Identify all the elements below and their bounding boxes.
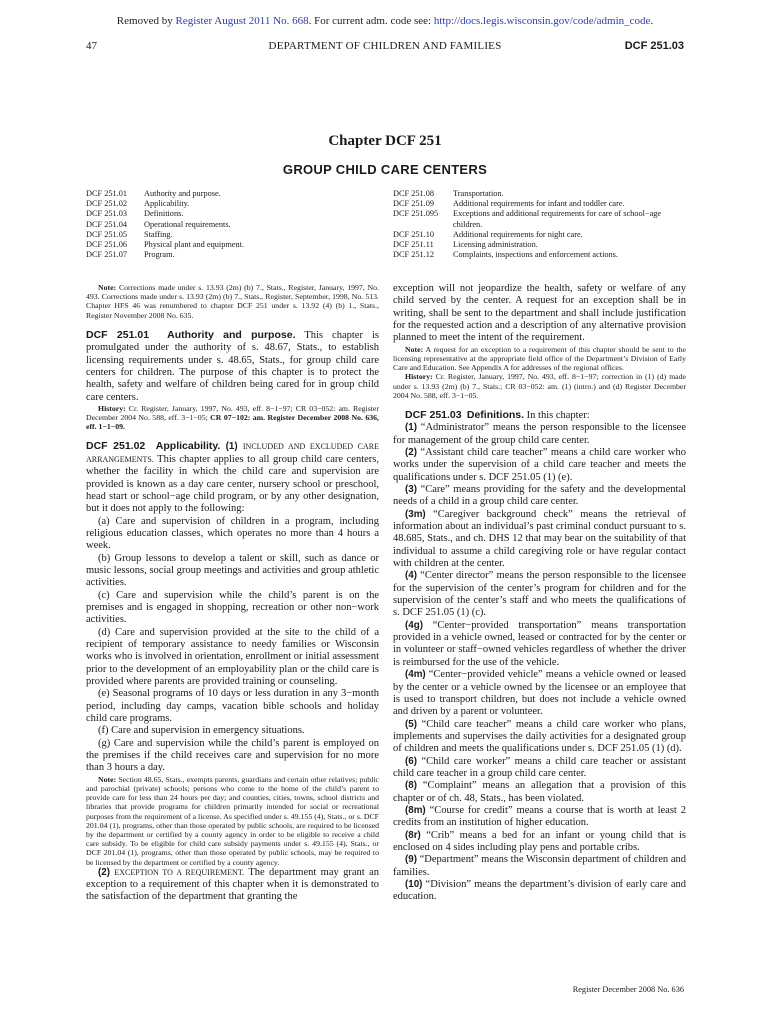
- notice-prefix: Removed by: [116, 15, 176, 27]
- definition-text: “Administrator” means the person responsible to the licensee for management of the group child care center.: [393, 422, 686, 446]
- subsection-text: The department may grant an exception to a requirement of this chapter when it is demonstrated to the satisfaction of the department that granting the: [86, 866, 379, 903]
- subsection-number: (1): [225, 441, 238, 453]
- history-text: Cr. Register, January, 1997, No. 493, eff. 8−1−97; correction in (1) (d) made under s. 13.93 (2m) (b) 7., Stats.; CR 03−052: am. (1) (intro.) and (d) Register December 2004 No. 588, eff. 3−1−05.: [393, 372, 686, 400]
- section-code: DCF 251.03: [624, 40, 684, 52]
- admin-code-link[interactable]: http://docs.legis.wisconsin.gov/code/admin_code: [433, 15, 651, 27]
- toc-title: Physical plant and equipment.: [144, 240, 245, 250]
- history-text: Cr. Register, January, 1997, No. 493, eff. 8−1−97; CR 03−052: am. Register December 2004 No. 588, eff. 3−1−05;: [86, 403, 379, 423]
- toc-title: Definitions.: [144, 209, 184, 219]
- definition: [393, 484, 686, 509]
- definition-number: (3m): [405, 508, 426, 520]
- definition-text: “Course for credit” means a course that is worth at least 2 credits from an institution of higher education.: [393, 804, 686, 829]
- paragraph-b: (b) Group lessons to develop a talent or skill, such as dance or music lessons, social group meetings and activities and group athletic activities.: [86, 552, 379, 589]
- definition-number: (8m): [405, 804, 426, 816]
- page-number: 47: [86, 40, 97, 52]
- toc-title: Program.: [144, 250, 175, 260]
- toc-number: DCF 251.06: [86, 240, 128, 250]
- definition-number: (10): [405, 879, 423, 890]
- toc-title: Operational requirements.: [144, 219, 231, 229]
- definition-number: (4): [405, 570, 417, 582]
- exception-note: [393, 345, 686, 373]
- note-label: Note:: [98, 774, 117, 784]
- toc-number: DCF 251.03: [86, 209, 128, 219]
- toc-number: DCF 251.08: [393, 189, 435, 198]
- toc-number: DCF 251.02: [86, 199, 128, 209]
- note-label: Note:: [405, 344, 424, 354]
- toc-title: Licensing administration.: [453, 240, 538, 250]
- history-note: [393, 372, 686, 400]
- definition: [393, 669, 686, 718]
- definition: [393, 570, 686, 619]
- toc-row[interactable]: [86, 220, 376, 230]
- history-note: [86, 404, 379, 432]
- paragraph-a: (a) Care and supervision of children in a program, including religious education classes, which operates no more than 4 hours a week.: [86, 515, 379, 552]
- notice-middle: . For current adm. code see:: [308, 15, 434, 27]
- toc-number: DCF 251.09: [393, 199, 435, 209]
- subsection-2: [86, 867, 379, 904]
- toc-row[interactable]: [86, 189, 376, 199]
- toc-row[interactable]: [86, 250, 376, 260]
- register-link[interactable]: Register August 2011 No. 668: [175, 15, 309, 27]
- section-text: This chapter applies to all group child care centers, whether the facility in which the child care and supervision are provided is known as a day care center, nursery school or preschool, head start or school−age child program, or by any other designation, but it does not apply to the following:: [86, 453, 379, 515]
- paragraph-c: (c) Care and supervision while the child’s parent is on the premises and is engaged in shopping, recreation or other non−work activities.: [86, 589, 379, 626]
- definition-text: “Center−provided vehicle” means a vehicle owned or leased by the center or a vehicle owned by the licensee or an employee that is used to transport children, but does not include a vehicle owned and driven by a parent or volunteer.: [393, 669, 686, 718]
- left-column: [86, 283, 379, 904]
- definition: [393, 620, 686, 669]
- removal-notice: [0, 15, 770, 27]
- department-name: DEPARTMENT OF CHILDREN AND FAMILIES: [268, 40, 502, 52]
- chapter-subtitle: GROUP CHILD CARE CENTERS: [282, 162, 488, 177]
- definition-text: “Assistant child care teacher” means a child care worker who works under the supervision of a child care teacher and meets the qualifications under s. DCF 251.05 (1) (e).: [393, 446, 686, 483]
- register-footer: Register December 2008 No. 636: [572, 985, 684, 994]
- toc-row[interactable]: [393, 189, 689, 199]
- toc-row[interactable]: [86, 199, 376, 209]
- definition-text: “Care” means providing for the safety and the developmental needs of a child in a group child care center.: [393, 484, 686, 508]
- definition: [393, 422, 686, 447]
- history-label: History:: [405, 372, 433, 382]
- definition: [393, 719, 686, 756]
- definition-text: “Caregiver background check” means the retrieval of information about an individual’s past criminal conduct pursuant to s. 48.685, Stats., and ch. DHS 12 that may bear on the suitability of that individual to assume a child caregiving role or have regular contact with children at the center.: [393, 508, 686, 570]
- toc-row[interactable]: [86, 230, 376, 240]
- definition-number: (8r): [405, 829, 421, 841]
- toc-title: Complaints, inspections and enforcement actions.: [453, 250, 618, 260]
- section-title: Authority and purpose.: [167, 328, 296, 341]
- running-head: [86, 40, 684, 56]
- section-text: In this chapter:: [524, 409, 590, 421]
- definition: [393, 805, 686, 830]
- chapter-title: Chapter DCF 251: [328, 133, 442, 149]
- definition-number: (2): [405, 446, 417, 458]
- subsection-title: EXCEPTION TO A REQUIREMENT.: [114, 867, 245, 877]
- toc-row[interactable]: [393, 230, 689, 240]
- subsection-number: (2): [98, 866, 110, 878]
- definition-number: (4g): [405, 619, 423, 631]
- note-text: Section 48.65, Stats., exempts parents, guardians and certain other relatives; public and parochial (private) schools; persons who come to the home of the child’s parent to provide care for less than 24 hours per day; and counties, cities, towns, school districts and libraries that provide programs for children primarily intended for social or recreational purposes from the requirement of a license. As specified under s. 49.155 (4), Stats., or s. DCF 201.04 (1), programs, other than those operated by public schools, are required to be licensed by the department or certified by a county agency in order to be eligible to receive a child care subsidy. To be eligible for child care subsidy payments under s. 49.155 (4), Stats., or DCF 201.04 (1), programs, other than those operated by public schools, may be required to be licensed by the department or certified by a county agency.: [86, 774, 379, 867]
- definition: [393, 854, 686, 879]
- subsection-title: INCLUDED AND EXCLUDED CARE ARRANGEMENTS.: [86, 442, 379, 464]
- toc-right: [393, 189, 689, 260]
- section-title: Definitions.: [466, 408, 525, 421]
- definition-number: (3): [405, 484, 417, 495]
- history-label: History:: [98, 403, 126, 413]
- definition-number: (9): [405, 854, 417, 866]
- toc-row[interactable]: [393, 250, 689, 260]
- toc-row[interactable]: [393, 209, 689, 229]
- section-251-03: [393, 409, 686, 422]
- exemption-note: [86, 775, 379, 867]
- definition-text: “Child care worker” means a child care teacher or assistant child care teacher in a group child care center.: [393, 755, 686, 779]
- toc-left: [86, 189, 376, 260]
- toc-number: DCF 251.10: [393, 229, 435, 239]
- toc-title: Additional requirements for infant and toddler care.: [453, 199, 625, 209]
- chapter-note: [86, 283, 379, 320]
- definition: [393, 509, 686, 571]
- paragraph-g: (g) Care and supervision while the child’s parent is employed on the premises if the child receives care and supervision for no more than 3 hours a day.: [86, 737, 379, 774]
- definition: [393, 780, 686, 805]
- definition: [393, 830, 686, 855]
- definition-text: “Department” means the Wisconsin department of children and families.: [393, 854, 686, 878]
- continued-text: exception will not jeopardize the health, safety or welfare of any child served by the center. A request for an exception shall be in writing, shall be sent to the department and shall include justification for the requested action and a description of any alternative provision planned to meet the intent of the requirement.: [393, 283, 686, 344]
- definition: [393, 756, 686, 781]
- definition-number: (1): [405, 422, 417, 434]
- paragraph-f: (f) Care and supervision in emergency situations.: [98, 725, 305, 737]
- right-column: [393, 283, 686, 904]
- toc-number: DCF 251.07: [86, 250, 128, 260]
- toc-number: DCF 251.05: [86, 229, 128, 239]
- paragraph-e: (e) Seasonal programs of 10 days or less duration in any 3−month period, including day camps, vacation bible schools and holiday child care programs.: [86, 688, 379, 725]
- toc-title: Additional requirements for night care.: [453, 229, 583, 239]
- toc-number: DCF 251.095: [393, 209, 439, 219]
- toc-title: Applicability.: [144, 199, 190, 209]
- history-bold-text: CR 07−102: am. Register December 2008 No. 636, eff. 1−1−09.: [86, 413, 380, 432]
- definition-number: (8): [405, 780, 417, 792]
- note-text: Corrections made under s. 13.93 (2m) (b) 7., Stats., Register, January, 1997, No. 493. Corrections made under s. 13.93 (2m) (b) 7., Stats., Register, September, 1998, No. 513. Chapter HFS 46 was renumbered to chapter DCF 251 under s. 13.92 (4) (b) 1., Stats., Register November 2008 No. 635.: [86, 283, 379, 320]
- section-title: Applicability.: [155, 440, 221, 453]
- toc-title: Transportation.: [453, 189, 504, 198]
- toc-row[interactable]: [86, 240, 376, 250]
- definition-number: (4m): [405, 669, 426, 681]
- section-number: DCF 251.01: [86, 328, 150, 341]
- definition-text: “Child care teacher” means a child care worker who plans, implements and supervises the daily activities for a designated group of children and meets the qualifications under s. DCF 251.05 (1) (d).: [393, 718, 686, 755]
- toc-row[interactable]: [393, 240, 689, 250]
- definition-text: “Center−provided transportation” means transportation provided in a vehicle owned, leased or contracted for by the center or in volunteer or staff−owned vehicles regardless of whether the driver is reimbursed for the use of the vehicle.: [393, 619, 686, 668]
- definition-text: “Division” means the department’s division of early care and education.: [393, 879, 686, 903]
- section-251-01: [86, 329, 379, 404]
- toc-number: DCF 251.11: [393, 240, 434, 250]
- definition-text: “Crib” means a bed for an infant or young child that is enclosed on 4 sides including play pens and portable cribs.: [393, 829, 686, 853]
- definition-text: “Complaint” means an allegation that a provision of this chapter or of ch. 48, Stats., has been violated.: [393, 780, 686, 804]
- toc-number: DCF 251.12: [393, 250, 435, 260]
- toc-row[interactable]: [393, 199, 689, 209]
- section-251-02: [86, 440, 379, 515]
- paragraph-d: (d) Care and supervision provided at the site to the child of a recipient of temporary assistance to needy families or Wisconsin works who is involved in orientation, enrollment or initial assessment prior to the development of an employability plan or the child care is provided where parents are provided training or counseling.: [86, 626, 379, 688]
- definition: [393, 447, 686, 484]
- section-text: This chapter is promulgated under the authority of s. 48.67, Stats., to establish licensing requirements under s. 48.65, Stats., for group child care centers for children. The purpose of this chapter is to protect the health, safety and welfare of children being cared for in group child care centers.: [86, 329, 379, 403]
- toc-title: Exceptions and additional requirements for care of school−age children.: [453, 209, 662, 229]
- section-number: DCF 251.03: [405, 408, 462, 421]
- note-text: A request for an exception to a requirement of this chapter should be sent to the licensing representative at the appropriate field office of the Department’s Division of Early Care and Education. See Appendix A for addresses of the regional offices.: [393, 344, 686, 373]
- toc-title: Authority and purpose.: [144, 189, 221, 198]
- note-label: Note:: [98, 283, 117, 292]
- definition-number: (5): [405, 718, 417, 730]
- definition: [393, 879, 686, 904]
- toc-title: Staffing.: [144, 229, 173, 239]
- definition-number: (6): [405, 755, 417, 767]
- toc-number: DCF 251.01: [86, 189, 128, 198]
- toc-number: DCF 251.04: [86, 219, 128, 229]
- notice-suffix: .: [650, 15, 654, 27]
- section-number: DCF 251.02: [86, 440, 146, 453]
- toc-row[interactable]: [86, 209, 376, 219]
- definition-text: “Center director” means the person responsible to the licensee for the supervision of the center’s program for children and for the supervision of the center’s staff and who meets the qualifications of s. DCF 251.05 (1) (c).: [393, 570, 686, 619]
